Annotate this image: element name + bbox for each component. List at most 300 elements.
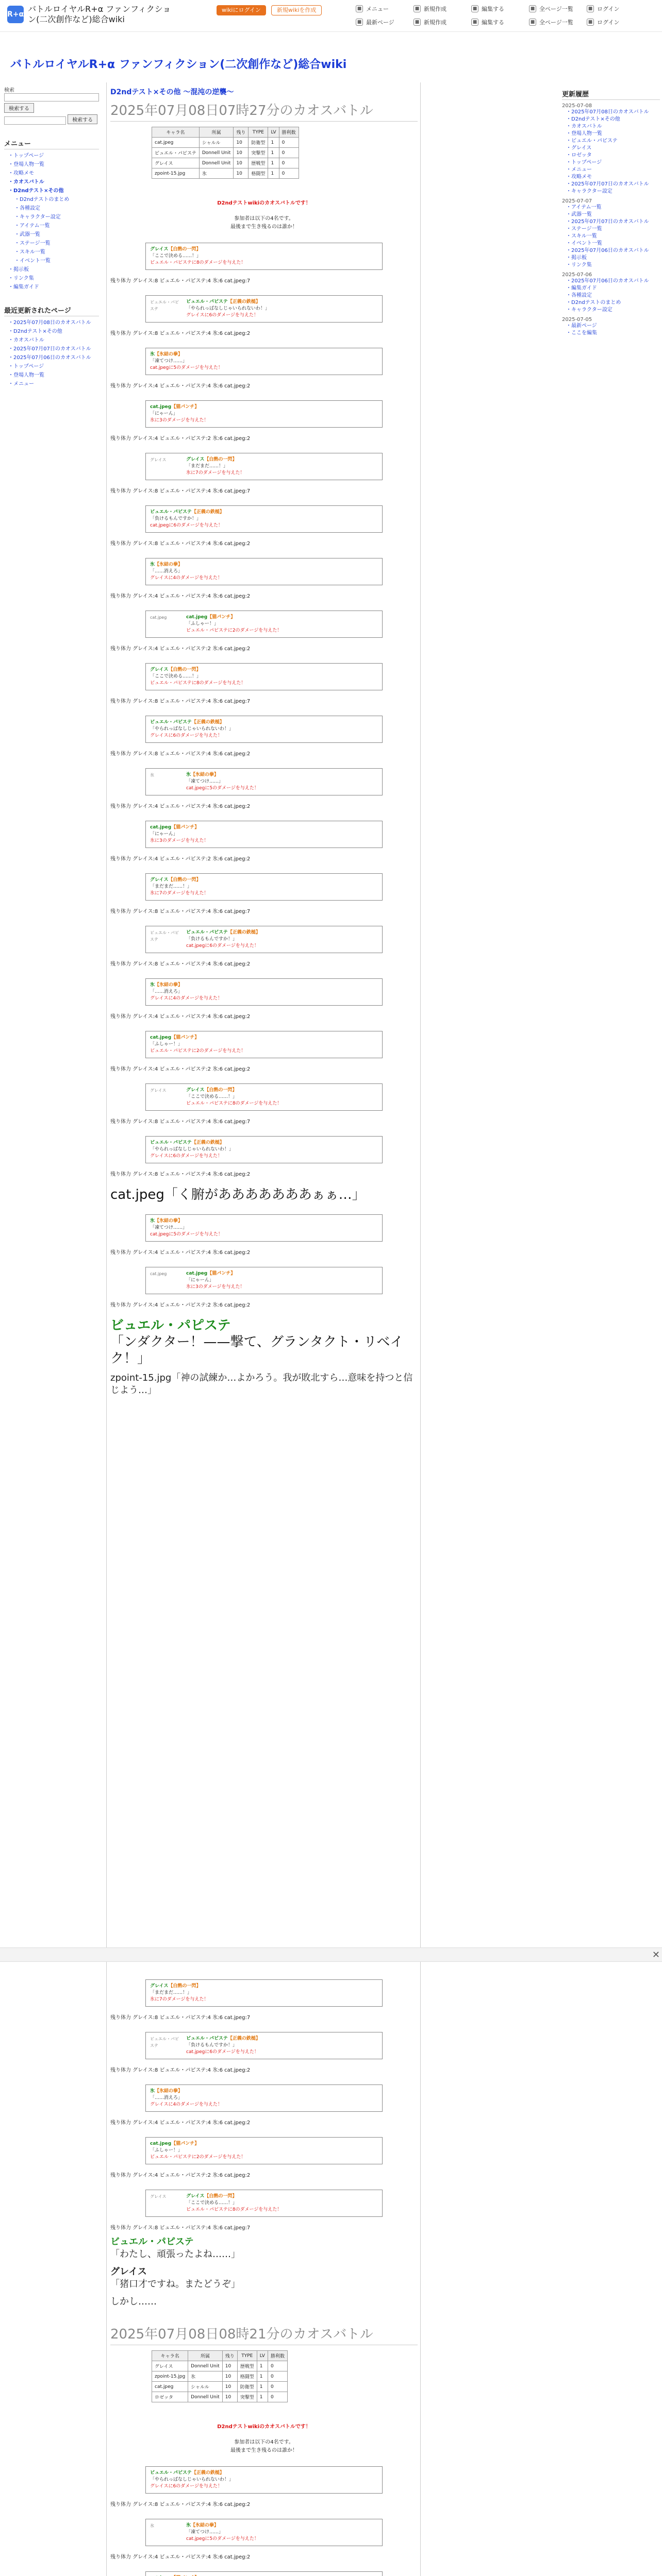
login-icon: ■	[587, 5, 594, 12]
history-item[interactable]: ・D2ndテストのまとめ	[566, 300, 621, 306]
battle1-events	[110, 243, 418, 1177]
event-damage: グレイスに6のダメージを与えた！	[186, 313, 259, 318]
event-damage: 氷に3のダメージを与えた！	[150, 838, 209, 843]
search-button[interactable]: 検索する	[4, 103, 34, 113]
hp-status-line: 残り体力 グレイス:4 ビュエル・パピステ:2 氷:6 cat.jpeg:2	[110, 2173, 251, 2178]
menu-item[interactable]: ・イベント一覧	[14, 258, 51, 264]
wiki-menu-label: ログイン	[597, 6, 620, 12]
table-cell: 1	[268, 138, 279, 148]
event-damage: ビュエル・パピステに2のダメージを与えた！	[150, 1048, 246, 1054]
wiki-menu-item[interactable]	[413, 18, 471, 27]
hp-status-line: 残り体力 グレイス:8 ビュエル・パピステ:4 氷:6 cat.jpeg:2	[110, 331, 251, 336]
character-image: 氷	[150, 773, 154, 777]
menu-item[interactable]: ・攻略メモ	[8, 170, 34, 176]
event-attack-line	[186, 1087, 282, 1094]
event-body	[150, 351, 378, 371]
battle-event-box	[145, 558, 383, 585]
wiki-menu-label: 最新ページ	[366, 19, 394, 26]
wiki-menu	[356, 4, 644, 27]
wiki-menu-label: 全ページ一覧	[539, 19, 573, 26]
table-cell[interactable]: cat.jpeg	[152, 138, 200, 148]
event-skill: 【猫パンチ】	[171, 825, 200, 830]
event-quote: 「負けるもんですか！」	[150, 516, 202, 521]
character-image: cat.jpeg	[150, 615, 167, 620]
event-damage: 氷に7のダメージを与えた！	[150, 1997, 209, 2002]
battle1-events-b	[110, 1214, 418, 1308]
hp-status-line: 残り体力 グレイス:8 ビュエル・パピステ:4 氷:6 cat.jpeg:7	[110, 488, 251, 494]
event-skill: 【白熱の一閃】	[204, 457, 237, 462]
event-quote: 「ふしゃー！」	[150, 1042, 183, 1047]
event-attacker: 氷	[186, 772, 191, 777]
table-header-row	[152, 127, 299, 138]
main-content-lower	[110, 1968, 418, 2576]
table-cell: 防衛型	[237, 2382, 257, 2392]
event-attack-line	[186, 1270, 245, 1277]
new-page-icon: ■	[413, 19, 421, 26]
event-damage: ビュエル・パピステに2のダメージを与えた！	[150, 2155, 246, 2160]
history-item[interactable]: ・グレイス	[566, 145, 592, 151]
history-item[interactable]: ・最新ページ	[566, 323, 597, 329]
event-attacker: ビュエル・パピステ	[186, 299, 228, 304]
table-cell: Donnell Unit	[188, 2392, 223, 2402]
event-attack-line	[150, 2470, 378, 2477]
battle-event-box	[145, 821, 383, 848]
event-attack-line	[150, 2088, 378, 2095]
event-quote: 「まだまだ……！」	[186, 464, 228, 469]
big-line-3: zpoint-15.jpg「神の試練か…よかろう。我が敗北すら…意味を持つと信じよう…」	[110, 1372, 413, 1396]
edit-icon: ■	[471, 5, 478, 12]
event-attack-line	[186, 2036, 260, 2042]
history-item[interactable]: ・トップページ	[566, 160, 602, 165]
battle-event-box	[145, 2466, 383, 2494]
event-damage: cat.jpegに5のダメージを与えた！	[150, 365, 223, 370]
event-skill: 【猫パンチ】	[171, 1035, 200, 1040]
table-cell: 防衛型	[249, 138, 268, 148]
event-body	[150, 404, 378, 424]
battle-event-box	[145, 2571, 383, 2576]
recent-item[interactable]: ・トップページ	[8, 363, 44, 369]
event-attack-line	[150, 719, 378, 726]
menu-list	[4, 151, 99, 292]
battle-event-box	[145, 295, 383, 323]
wiki-menu-item[interactable]	[356, 4, 413, 13]
hp-status-line: 残り体力 グレイス:4 ビュエル・パピステ:4 氷:6 cat.jpeg:2	[110, 383, 251, 389]
hp-status-line: 残り体力 グレイス:4 ビュエル・パピステ:2 氷:6 cat.jpeg:2	[110, 646, 251, 652]
wiki-menu-item[interactable]	[529, 4, 587, 13]
character-image: 氷	[150, 2523, 154, 2528]
event-body	[150, 1983, 378, 2003]
login-icon: ■	[587, 19, 594, 26]
wiki-title[interactable]: バトルロイヤルR+α ファンフィクション(二次創作など)総合wiki	[10, 58, 347, 71]
history-item[interactable]: ・ステージ一覧	[566, 226, 602, 232]
close-icon[interactable]: ✕	[652, 1950, 660, 1960]
table-cell[interactable]: zpoint-15.jpg	[152, 2371, 188, 2382]
all-pages-icon: ■	[529, 5, 536, 12]
event-attack-line	[150, 824, 378, 831]
ad-bar	[0, 1947, 662, 1962]
character-image: cat.jpeg	[150, 1272, 167, 1276]
history-item[interactable]: ・登場人物一覧	[566, 131, 602, 137]
event-quote: 「やられっぱなしじゃいられないわ！」	[150, 2477, 234, 2482]
table-cell: Donnell Unit	[199, 158, 234, 168]
event-damage: グレイスに6のダメージを与えた！	[150, 733, 223, 738]
menu-item[interactable]: ・キャラクター設定	[14, 214, 61, 220]
recent-item[interactable]: ・2025年07月06日のカオスバトル	[8, 354, 91, 361]
battle-event-box	[145, 400, 383, 428]
table-cell: 歴戦型	[249, 158, 268, 168]
recent-item[interactable]: ・D2ndテスト×その他	[8, 328, 62, 334]
event-attack-line	[186, 456, 245, 463]
hp-status-line: 残り体力 グレイス:4 ビュエル・パピステ:2 氷:6 cat.jpeg:2	[110, 856, 251, 862]
history-item[interactable]: ・D2ndテスト×その他	[566, 116, 620, 122]
hp-status-line: 残り体力 グレイス:4 ビュエル・パピステ:4 氷:6 cat.jpeg:2	[110, 2554, 251, 2560]
menu-item[interactable]: ・武器一覧	[14, 231, 40, 238]
event-attack-line	[186, 2522, 259, 2529]
table-cell: Donnell Unit	[188, 2361, 223, 2371]
event-body	[150, 877, 378, 897]
table-cell: 1	[268, 158, 279, 168]
hp-status-line: 残り体力 グレイス:8 ビュエル・パピステ:4 氷:6 cat.jpeg:7	[110, 909, 251, 914]
wiki-menu-item[interactable]	[471, 18, 529, 27]
history-item[interactable]: ・メニュー	[566, 167, 592, 173]
hp-status-line: 残り体力 グレイス:4 ビュエル・パピステ:2 氷:6 cat.jpeg:2	[110, 1302, 251, 1308]
event-damage: 氷に7のダメージを与えた！	[150, 891, 209, 896]
event-attacker: ビュエル・パピステ	[186, 2036, 228, 2041]
hp-status-line: 残り体力 グレイス:4 ビュエル・パピステ:4 氷:6 cat.jpeg:2	[110, 804, 251, 809]
table-header-cell: 残り	[234, 127, 249, 138]
event-quote: 「……消えろ」	[150, 2095, 183, 2100]
history-item[interactable]: ・ビュエル・パピステ	[566, 138, 618, 144]
event-body	[186, 1087, 282, 1107]
menu-item[interactable]: ・トップページ	[8, 152, 44, 159]
big-line-2	[110, 1317, 418, 1367]
table-row	[152, 138, 299, 148]
event-attacker: ビュエル・パピステ	[150, 510, 192, 515]
history-item[interactable]: ・スキル一覧	[566, 233, 597, 239]
event-quote: 「ここで決める……！」	[150, 253, 202, 259]
event-attack-line	[150, 1983, 378, 1990]
battle-event-box	[145, 978, 383, 1006]
table-cell[interactable]: グレイス	[152, 158, 200, 168]
menu-item[interactable]: ・掲示板	[8, 266, 29, 273]
wiki-menu-item[interactable]	[587, 4, 644, 13]
history-item[interactable]: ・武器一覧	[566, 212, 592, 217]
menu-item[interactable]: ・アイテム一覧	[14, 223, 50, 229]
event-quote: 「やられっぱなしじゃいられないわ！」	[150, 1147, 234, 1152]
event-attack-line	[186, 929, 260, 936]
history-item[interactable]: ・リンク集	[566, 262, 592, 268]
event-body	[186, 299, 270, 319]
table-row	[152, 168, 299, 179]
hp-status-line: 残り体力 グレイス:8 ビュエル・パピステ:4 氷:6 cat.jpeg:2	[110, 2502, 251, 2507]
event-quote: 「まだまだ……！」	[150, 884, 192, 889]
wiki-menu-item[interactable]	[413, 4, 471, 13]
event-skill: 【猫パンチ】	[171, 2141, 200, 2146]
table-header-cell: キャラ名	[152, 127, 200, 138]
event-quote: 「にゃーん」	[186, 1278, 214, 1283]
wiki-menu-label: ログイン	[597, 19, 620, 26]
history-date: 2025-07-08	[562, 103, 592, 109]
table-cell[interactable]: ロゼッタ	[152, 2392, 188, 2402]
event-skill: 【正義の鉄槌】	[191, 510, 224, 515]
search-button-2[interactable]: 検索する	[68, 114, 97, 124]
wiki-menu-label: 全ページ一覧	[539, 6, 573, 12]
event-skill: 【白熱の一閃】	[204, 1088, 237, 1093]
history-item[interactable]: ・2025年07月07日のカオスバトル	[566, 181, 649, 187]
table-cell: Donnell Unit	[199, 148, 234, 158]
table-cell: 歴戦型	[237, 2361, 257, 2371]
menu-item[interactable]: ・ステージ一覧	[14, 240, 51, 246]
history-item[interactable]: ・イベント一覧	[566, 241, 602, 246]
table-cell[interactable]: cat.jpeg	[152, 2382, 188, 2392]
big-line-1: cat.jpeg「く腑があああああああぁぁ…」	[110, 1187, 366, 1202]
event-damage: ビュエル・パピステに8のダメージを与えた！	[186, 2207, 282, 2212]
table-cell[interactable]: ビュエル・パピステ	[152, 148, 200, 158]
event-attacker: グレイス	[186, 2194, 205, 2199]
event-skill: 【正義の鉄槌】	[227, 930, 260, 935]
history-item[interactable]: ・ロゼッタ	[566, 152, 592, 158]
event-skill: 【正義の鉄槌】	[227, 2036, 260, 2041]
event-skill: 【氷結の拳】	[155, 562, 183, 567]
create-wiki-button[interactable]: 新規wikiを作成	[271, 5, 322, 15]
event-skill: 【白熱の一閃】	[204, 2194, 237, 2199]
wiki-menu-item[interactable]	[587, 18, 644, 27]
menu-item[interactable]: ・リンク集	[8, 275, 34, 281]
event-quote: 「負けるもんですか！」	[186, 937, 238, 942]
history-item[interactable]: ・アイテム一覧	[566, 205, 602, 210]
recent-item[interactable]: ・登場人物一覧	[8, 372, 44, 378]
hp-status-line: 残り体力 グレイス:8 ビュエル・パピステ:4 氷:6 cat.jpeg:7	[110, 2225, 251, 2231]
intro2-line-1: D2ndテストwikiのカオスバトルです！	[217, 2424, 311, 2430]
event-body	[150, 1218, 378, 1238]
event-body	[186, 772, 259, 792]
event-attacker: グレイス	[150, 1984, 169, 1989]
main-content	[110, 84, 418, 1397]
wiki-menu-label: 新規作成	[424, 6, 446, 12]
table-row	[152, 158, 299, 168]
site-logo-text: バトルロイヤルR+α ファンフィクション(二次創作など)総合wiki	[28, 4, 171, 24]
event-damage: 氷に3のダメージを与えた！	[150, 418, 209, 423]
battle2-intro	[110, 2423, 418, 2455]
event-attacker: グレイス	[150, 877, 169, 883]
recent-item[interactable]: ・2025年07月08日のカオスバトル	[8, 319, 91, 326]
event-quote: 「ふしゃー！」	[186, 621, 219, 626]
menu-icon: ■	[356, 5, 363, 12]
table-cell: 1	[257, 2371, 268, 2382]
recent-item[interactable]: ・カオスバトル	[8, 337, 44, 343]
history-item[interactable]: ・2025年07月08日のカオスバトル	[566, 109, 649, 115]
top-bar	[0, 0, 662, 32]
history-title: 更新履歴	[562, 89, 660, 100]
history-list	[562, 109, 660, 195]
recent-item[interactable]: ・メニュー	[8, 381, 34, 387]
menu-item[interactable]: ・スキル一覧	[14, 249, 45, 255]
event-quote: 「まだまだ……！」	[150, 1990, 192, 1995]
battle-event-box	[145, 2084, 383, 2112]
event-damage: ビュエル・パピステに8のダメージを与えた！	[150, 260, 246, 265]
battle-event-box	[145, 348, 383, 375]
table-row	[152, 2371, 288, 2382]
event-skill: 【氷結の拳】	[155, 1218, 183, 1224]
history-list	[562, 323, 660, 337]
table-cell: 1	[257, 2382, 268, 2392]
event-skill: 【猫パンチ】	[207, 1271, 236, 1276]
menu-item[interactable]: ・各種設定	[14, 205, 40, 211]
battle2-status-table	[152, 2350, 288, 2402]
recent-item[interactable]: ・2025年07月07日のカオスバトル	[8, 346, 91, 352]
event-body	[186, 456, 245, 477]
event-quote: 「ここで決める……！」	[186, 2200, 238, 2206]
event-body	[186, 614, 282, 634]
hp-status-line: 残り体力 グレイス:4 ビュエル・パピステ:4 氷:6 cat.jpeg:2	[110, 1250, 251, 1256]
intro-line-1: D2ndテストwikiのカオスバトルです！	[217, 200, 311, 206]
hp-status-line: 残り体力 グレイス:8 ビュエル・パピステ:4 氷:6 cat.jpeg:7	[110, 699, 251, 704]
history-item[interactable]: ・ここを編集	[566, 330, 597, 336]
table-cell: 0	[268, 2361, 287, 2371]
menu-item[interactable]: ・編集ガイド	[8, 284, 39, 290]
big-line-4-who: ビュエル・パピステ	[110, 2236, 194, 2247]
table-cell: 10	[222, 2371, 237, 2382]
event-skill: 【氷結の拳】	[155, 352, 183, 357]
login-wiki-button[interactable]: wikiにログイン	[217, 5, 266, 15]
site-logo[interactable]	[7, 4, 177, 25]
wiki-menu-item[interactable]	[529, 18, 587, 27]
event-damage: ビュエル・パピステに8のダメージを与えた！	[150, 681, 246, 686]
event-attack-line	[150, 562, 378, 568]
recent-icon: ■	[356, 19, 363, 26]
table-header-cell: 所属	[188, 2351, 223, 2361]
wiki-menu-label: 編集する	[482, 6, 504, 12]
event-attack-line	[186, 772, 259, 778]
menu-item[interactable]: ・カオスバトル	[8, 179, 44, 185]
table-cell: 10	[234, 148, 249, 158]
table-cell: 1	[257, 2361, 268, 2371]
event-quote: 「凍てつけ……」	[150, 359, 188, 364]
big-line-2-text: 「ンダクター！——撃て、グランタクト・リベイク！」	[110, 1334, 404, 1366]
event-body	[150, 1140, 378, 1160]
character-image: グレイス	[150, 457, 167, 462]
event-skill: 【白熱の一閃】	[168, 877, 201, 883]
menu-item[interactable]: ・登場人物一覧	[8, 161, 44, 167]
event-damage: ビュエル・パピステに8のダメージを与えた！	[186, 1101, 282, 1106]
wiki-menu-item[interactable]	[356, 18, 413, 27]
event-attack-line	[150, 667, 378, 673]
event-damage: 氷に3のダメージを与えた！	[186, 1284, 245, 1290]
hp-status-line: 残り体力 グレイス:8 ビュエル・パピステ:4 氷:6 cat.jpeg:2	[110, 961, 251, 967]
event-quote: 「ふしゃー！」	[150, 2148, 183, 2153]
event-skill: 【白熱の一閃】	[168, 1984, 201, 1989]
event-body	[150, 246, 378, 266]
event-skill: 【正義の鉄槌】	[191, 2470, 224, 2476]
battle-event-box	[145, 453, 383, 480]
edit-icon: ■	[471, 19, 478, 26]
event-attacker: cat.jpeg	[150, 1035, 172, 1040]
history-item[interactable]: ・2025年07月07日のカオスバトル	[566, 219, 649, 225]
big-line-5-text: 「猪口才ですね。またどうぞ」	[110, 2279, 240, 2290]
menu-item[interactable]: ・D2ndテスト×その他	[8, 188, 64, 194]
table-cell: 10	[222, 2392, 237, 2402]
event-attacker: ビュエル・パピステ	[150, 1140, 192, 1145]
event-body	[186, 1270, 245, 1291]
table-row	[152, 148, 299, 158]
hp-status-line: 残り体力 グレイス:8 ビュエル・パピステ:4 氷:6 cat.jpeg:7	[110, 278, 251, 284]
event-damage: 氷に7のダメージを与えた！	[186, 470, 245, 476]
menu-item[interactable]: ・D2ndテストのまとめ	[14, 196, 70, 202]
table-header-cell: TYPE	[237, 2351, 257, 2361]
history-item[interactable]: ・掲示板	[566, 255, 587, 261]
event-body	[150, 719, 378, 739]
hp-status-line: 残り体力 グレイス:8 ビュエル・パピステ:4 氷:6 cat.jpeg:7	[110, 2015, 251, 2021]
event-attack-line	[150, 404, 378, 411]
table-cell: 0	[279, 148, 299, 158]
event-quote: 「凍てつけ……」	[186, 2530, 224, 2535]
table-cell: 0	[268, 2392, 287, 2402]
search-label: 検索	[4, 88, 14, 93]
event-damage: cat.jpegに6のダメージを与えた！	[186, 943, 259, 948]
table-cell: 格闘型	[237, 2371, 257, 2382]
event-damage: グレイスに4のダメージを与えた！	[150, 996, 223, 1001]
history-item[interactable]: ・カオスバトル	[566, 124, 602, 129]
search-input-2[interactable]	[4, 116, 66, 125]
event-quote: 「にゃーん」	[150, 411, 178, 416]
table-cell: 氷	[188, 2371, 223, 2382]
history-item[interactable]: ・キャラクター設定	[566, 189, 613, 194]
event-quote: 「……消えろ」	[150, 569, 183, 574]
wiki-menu-label: 新規作成	[424, 19, 446, 26]
table-cell[interactable]: zpoint-15.jpg	[152, 168, 200, 179]
event-skill: 【氷結の拳】	[155, 2089, 183, 2094]
big-line-4	[110, 2236, 418, 2261]
search-input[interactable]	[4, 93, 99, 101]
history-item[interactable]: ・各種設定	[566, 293, 592, 298]
table-header-cell: LV	[268, 127, 279, 138]
big-line-2-who: ビュエル・パピステ	[110, 1318, 231, 1333]
event-attack-line	[150, 2141, 378, 2147]
history-item[interactable]: ・2025年07月06日のカオスバトル	[566, 278, 649, 284]
table-cell[interactable]: グレイス	[152, 2361, 188, 2371]
event-attacker: 氷	[150, 2089, 155, 2094]
battle-event-box	[145, 663, 383, 690]
event-body	[186, 2522, 259, 2543]
event-attacker: 氷	[150, 562, 155, 567]
table-cell: 0	[279, 158, 299, 168]
event-skill: 【氷結の拳】	[191, 772, 219, 777]
wiki-menu-item[interactable]	[471, 4, 529, 13]
hp-status-line: 残り体力 グレイス:4 ビュエル・パピステ:4 氷:6 cat.jpeg:2	[110, 594, 251, 599]
hp-status-line: 残り体力 グレイス:4 ビュエル・パピステ:4 氷:6 cat.jpeg:2	[110, 2120, 251, 2126]
battle-event-box	[145, 1214, 383, 1242]
history-item[interactable]: ・攻略メモ	[566, 174, 592, 180]
event-body	[150, 509, 378, 529]
history-item[interactable]: ・キャラクター設定	[566, 307, 613, 313]
history-groups	[562, 103, 660, 337]
event-attack-line	[150, 246, 378, 253]
event-body	[150, 1035, 378, 1055]
battle-event-box	[145, 1136, 383, 1163]
battle2-title: 2025年07月08日08時21分のカオスバトル	[110, 2324, 418, 2345]
menu-title: メニュー	[4, 138, 99, 149]
event-damage: cat.jpegに5のダメージを与えた！	[186, 786, 259, 791]
table-cell: 10	[234, 158, 249, 168]
table-header-cell: TYPE	[249, 127, 268, 138]
history-item[interactable]: ・2025年07月06日のカオスバトル	[566, 248, 649, 253]
history-item[interactable]: ・編集ガイド	[566, 285, 597, 291]
event-attacker: 氷	[150, 352, 155, 357]
intro2-line-3: 最後まで生き残るのは誰か！	[230, 2448, 297, 2453]
event-attack-line	[150, 351, 378, 358]
battle-event-box	[145, 768, 383, 795]
hp-status-line: 残り体力 グレイス:8 ビュエル・パピステ:4 氷:6 cat.jpeg:7	[110, 1119, 251, 1125]
